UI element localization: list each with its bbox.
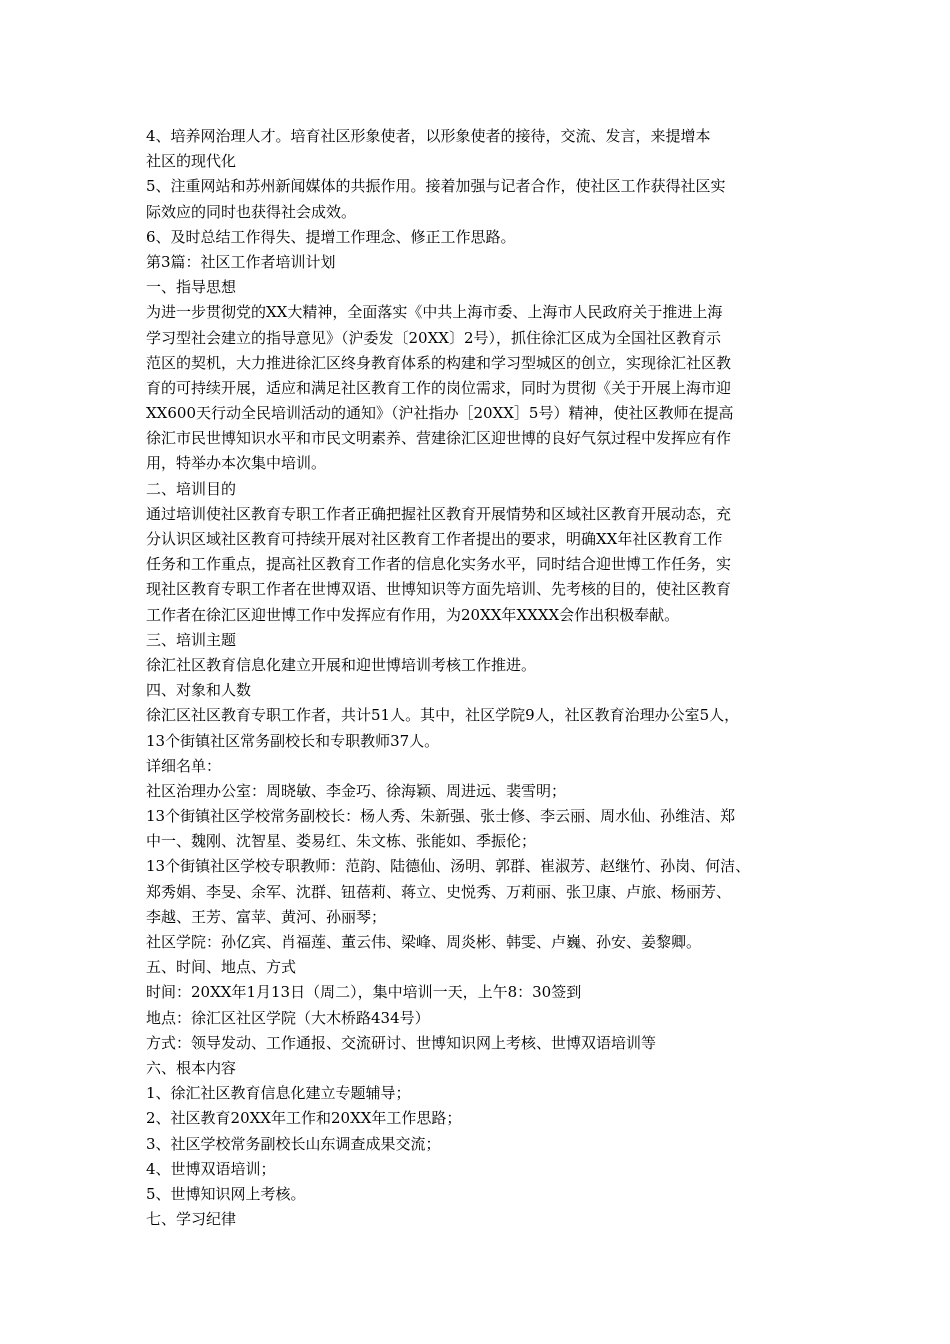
paragraph-line: 方式：领导发动、工作通报、交流研讨、世博知识网上考核、世博双语培训等 [146,1033,657,1052]
paragraph-line: 用，特举办本次集中培训。 [146,454,327,473]
paragraph-line: 13个街镇社区常务副校长和专职教师37人。 [146,731,440,750]
paragraph-line: 地点：徐汇区社区学院（大木桥路434号） [146,1008,430,1027]
paragraph-line: 郑秀娟、李旻、余军、沈群、钮蓓莉、蒋立、史悦秀、万莉丽、张卫康、卢旅、杨丽芳、 [146,882,732,901]
paragraph-line: 分认识区域社区教育可持续开展对社区教育工作者提出的要求，明确XX年社区教育工作 [146,530,723,548]
paragraph-line: 徐汇区社区教育专职工作者，共计51人。其中，社区学院9人，社区教育治理办公室5人， [146,706,740,725]
section-heading: 一、指导思想 [146,278,237,297]
paragraph-line: 学习型社会建立的指导意见》（沪委发〔20XX〕2号），抓住徐汇区成为全国社区教育示 [146,328,721,347]
paragraph-line: 任务和工作重点，提高社区教育工作者的信息化实务水平，同时结合迎世博工作任务，实 [146,555,732,574]
paragraph-line: 际效应的同时也获得社会成效。 [146,202,357,221]
paragraph-line: 社区学院：孙亿宾、肖福莲、董云伟、梁峰、周炎彬、韩雯、卢巍、孙安、姜黎卿。 [146,933,702,951]
list-item: 5、世博知识网上考核。 [146,1184,306,1203]
paragraph-line: 13个街镇社区学校专职教师：范韵、陆德仙、汤明、郭群、崔淑芳、赵继竹、孙岗、何洁、 [146,857,751,876]
paragraph-line: 4、培养网治理人才。培育社区形象使者，以形象使者的接待，交流、发言，来提增本 [146,127,711,145]
list-item: 4、世博双语培训； [146,1159,276,1178]
paragraph-line: 育的可持续开展，适应和满足社区教育工作的岗位需求，同时为贯彻《关于开展上海市迎 [146,378,732,397]
paragraph-line: 社区治理办公室：周晓敏、李金巧、徐海颖、周进远、裴雪明； [146,781,567,800]
paragraph-line: 时间：20XX年1月13日（周二），集中培训一天，上午8：30签到 [146,983,582,1002]
paragraph-line: 工作者在徐汇区迎世博工作中发挥应有作用，为20XX年XXXX会作出积极奉献。 [146,605,680,624]
paragraph-line: 社区的现代化 [146,152,237,171]
document-body [146,124,826,1232]
section-heading: 六、根本内容 [146,1058,237,1077]
section-heading: 二、培训目的 [146,479,237,498]
list-item: 3、社区学校常务副校长山东调查成果交流； [146,1134,441,1153]
paragraph-line: 中一、魏刚、沈智星、娄易红、朱文栋、张能如、季振伦； [146,832,537,851]
section-heading: 三、培训主题 [146,630,237,649]
paragraph-line: 现社区教育专职工作者在世博双语、世博知识等方面先培训、先考核的目的，使社区教育 [146,580,732,599]
section-heading: 五、时间、地点、方式 [146,958,297,977]
paragraph-line: 5、注重网站和苏州新闻媒体的共振作用。接着加强与记者合作，使社区工作获得社区实 [146,177,726,196]
paragraph-line: 13个街镇社区学校常务副校长：杨人秀、朱新强、张士修、李云丽、周水仙、孙维洁、郑 [146,807,736,826]
chapter-title: 第3篇：社区工作者培训计划 [146,252,336,271]
paragraph-line: 通过培训使社区教育专职工作者正确把握社区教育开展情势和区域社区教育开展动态，充 [146,504,732,523]
paragraph-line: 范区的契机，大力推进徐汇区终身教育体系的构建和学习型城区的创立，实现徐汇社区教 [146,353,732,372]
paragraph-line: 李越、王芳、富苹、黄河、孙丽琴； [146,907,387,926]
section-heading: 四、对象和人数 [146,681,252,700]
paragraph-line: 徐汇市民世博知识水平和市民文明素养、营建徐汇区迎世博的良好气氛过程中发挥应有作 [146,429,732,448]
list-item: 2、社区教育20XX年工作和20XX年工作思路； [146,1109,462,1128]
paragraph-line: 详细名单： [146,756,222,775]
paragraph-line: 6、及时总结工作得失、提增工作理念、修正工作思路。 [146,227,516,246]
list-item: 1、徐汇社区教育信息化建立专题辅导； [146,1084,411,1103]
paragraph-line: XX600天行动全民培训活动的通知》（沪社指办［20XX］5号）精神，使社区教师在提高 [146,404,734,423]
paragraph-line: 徐汇社区教育信息化建立开展和迎世博培训考核工作推进。 [146,655,537,674]
paragraph-line: 为进一步贯彻党的XX大精神，全面落实《中共上海市委、上海市人民政府关于推进上海 [146,303,723,322]
section-heading: 七、学习纪律 [146,1210,237,1229]
